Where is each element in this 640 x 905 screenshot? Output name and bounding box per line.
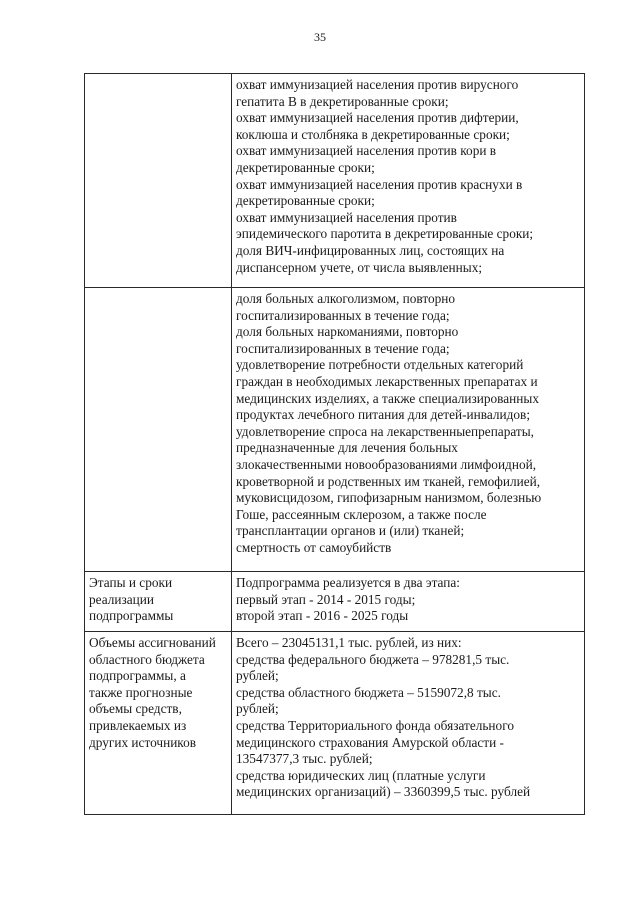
content-line: второй этап - 2016 - 2025 годы bbox=[236, 608, 409, 624]
content-line: охват иммунизацией населения против дифтерии, bbox=[236, 110, 519, 126]
content-line: средства федерального бюджета – 978281,5 тыс. bbox=[236, 651, 510, 667]
content-line: 13547377,3 тыс. рублей; bbox=[236, 751, 373, 767]
label-line: других источников bbox=[89, 734, 197, 750]
row-content-cell bbox=[232, 74, 585, 288]
content-line: средства Территориального фонда обязательного bbox=[236, 717, 514, 733]
content-line: смертность от самоубийств bbox=[236, 539, 392, 555]
content-line: Всего – 23045131,1 тыс. рублей, из них: bbox=[236, 635, 462, 650]
content-line: муковисцидозом, гипофизарным нанизмом, болезнью bbox=[236, 490, 542, 506]
content-line: рублей; bbox=[236, 701, 279, 717]
content-line: доля ВИЧ-инфицированных лиц, состоящих на bbox=[236, 242, 505, 258]
content-line: продуктах лечебного питания для детей-инвалидов; bbox=[236, 407, 531, 423]
content-line: предназначенные для лечения больных bbox=[236, 440, 458, 456]
content-line: доля больных алкоголизмом, повторно bbox=[236, 291, 456, 306]
row-content-cell bbox=[232, 632, 585, 815]
table-row bbox=[85, 632, 585, 815]
label-line: подпрограммы bbox=[89, 608, 174, 624]
content-line: удовлетворение потребности отдельных категорий bbox=[236, 357, 524, 373]
content-line: медицинского страхования Амурской области - bbox=[236, 734, 504, 750]
row-content-cell bbox=[232, 572, 585, 632]
content-line: Гоше, рассеянным склерозом, а также после bbox=[236, 506, 487, 522]
content-line: госпитализированных в течение года; bbox=[236, 340, 450, 356]
content-line: декретированные сроки; bbox=[236, 159, 375, 175]
label-line: подпрограммы, а bbox=[89, 668, 186, 684]
row-label-cell bbox=[85, 74, 232, 288]
content-line: охват иммунизацией населения против bbox=[236, 209, 457, 225]
content-line: госпитализированных в течение года; bbox=[236, 307, 450, 323]
row-content-cell bbox=[232, 288, 585, 572]
label-line: привлекаемых из bbox=[89, 717, 187, 733]
row-label-cell bbox=[85, 288, 232, 572]
content-line: злокачественными новообразованиями лимфоидной, bbox=[236, 456, 537, 472]
table-row bbox=[85, 288, 585, 572]
content-line: средства юридических лиц (платные услуги bbox=[236, 767, 486, 783]
page-number: 35 bbox=[314, 30, 326, 44]
content-line: первый этап - 2014 - 2015 годы; bbox=[236, 591, 416, 607]
table-row bbox=[85, 74, 585, 288]
content-line: Подпрограмма реализуется в два этапа: bbox=[236, 575, 460, 590]
content-line: гепатита В в декретированные сроки; bbox=[236, 93, 449, 109]
label-line: Объемы ассигнований bbox=[89, 635, 216, 650]
label-line: объемы средств, bbox=[89, 701, 182, 717]
content-line: граждан в необходимых лекарственных препаратах и bbox=[236, 373, 538, 389]
passport-table bbox=[84, 73, 585, 815]
content-line: эпидемического паротита в декретированные сроки; bbox=[236, 226, 534, 242]
content-line: доля больных наркоманиями, повторно bbox=[236, 324, 459, 340]
table-row bbox=[85, 572, 585, 632]
label-line: Этапы и сроки bbox=[89, 575, 173, 590]
content-line: рублей; bbox=[236, 668, 279, 684]
content-line: трансплантации органов и (или) тканей; bbox=[236, 523, 465, 539]
row-label-cell bbox=[85, 572, 232, 632]
row-label-cell bbox=[85, 632, 232, 815]
content-line: медицинских изделиях, а также специализированных bbox=[236, 390, 539, 406]
label-line: также прогнозные bbox=[89, 684, 193, 700]
content-line: охват иммунизацией населения против краснухи в bbox=[236, 176, 523, 192]
content-line: медицинских организаций) – 3360399,5 тыс. рублей bbox=[236, 784, 531, 800]
content-line: коклюша и столбняка в декретированные сроки; bbox=[236, 126, 510, 142]
content-line: удовлетворение спроса на лекарственныепрепараты, bbox=[236, 423, 534, 439]
label-line: реализации bbox=[89, 591, 154, 607]
content-line: охват иммунизацией населения против кори в bbox=[236, 143, 497, 159]
content-line: охват иммунизацией населения против вирусного bbox=[236, 77, 519, 92]
content-line: диспансерном учете, от числа выявленных; bbox=[236, 259, 483, 275]
content-line: кроветворной и родственных им тканей, гемофилией, bbox=[236, 473, 541, 489]
content-line: средства областного бюджета – 5159072,8 тыс. bbox=[236, 684, 501, 700]
content-line: декретированные сроки; bbox=[236, 193, 375, 209]
label-line: областного бюджета bbox=[89, 651, 205, 667]
